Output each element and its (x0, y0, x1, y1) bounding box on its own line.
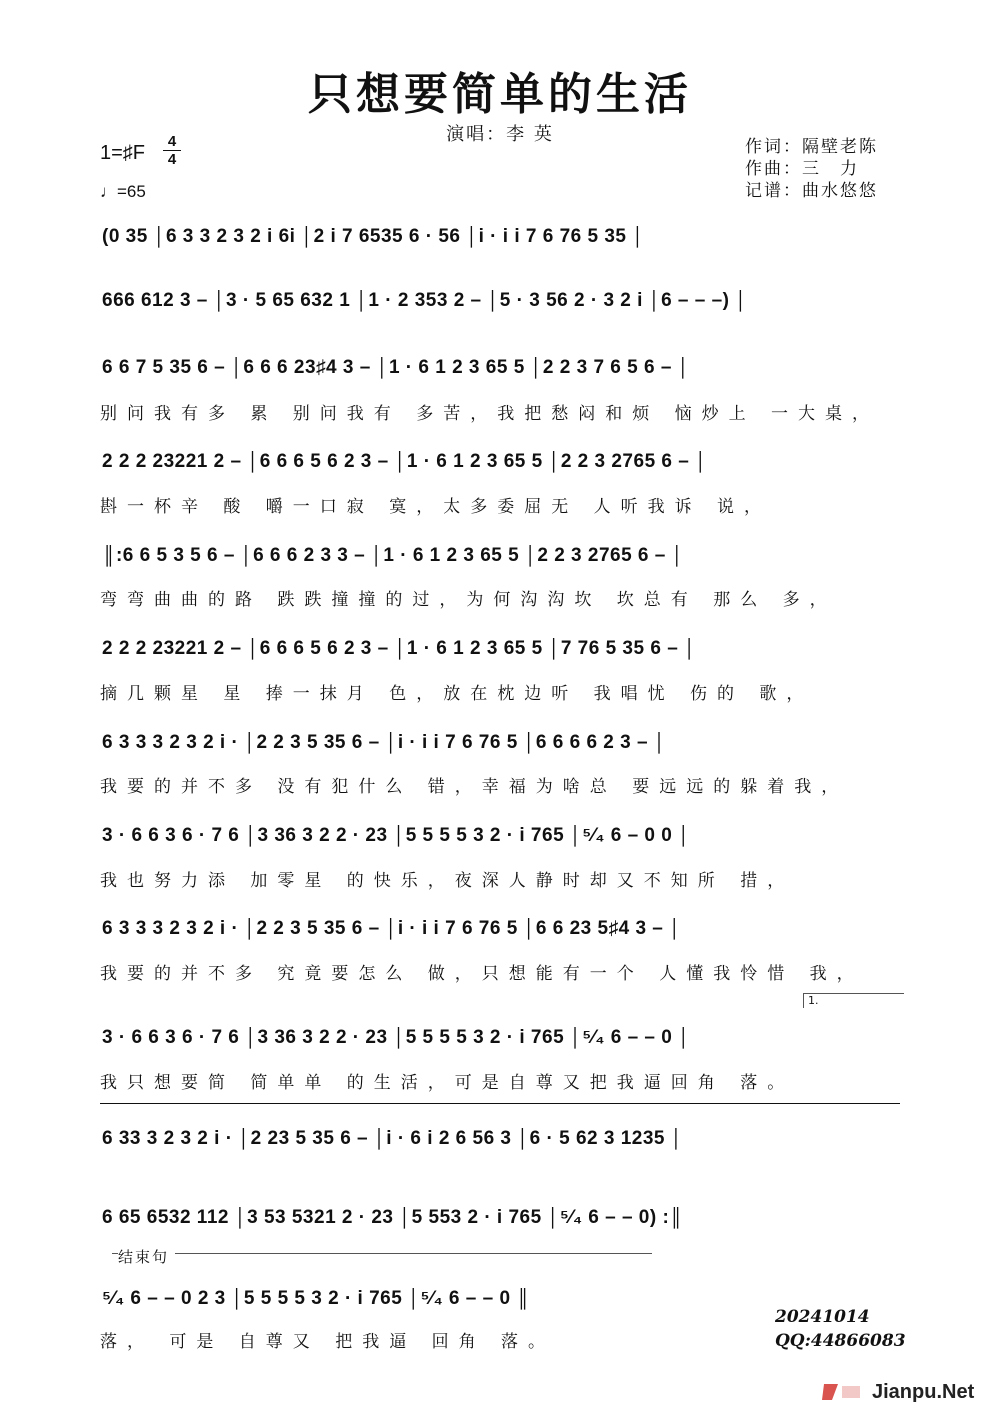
volta-bracket: 1. (803, 993, 904, 1008)
notation-text: 3 · 6 6 3 6 · 7 6 │3 36 3 2 2 · 23 │5 5 5 5 3 2 · i 765 │⁵⁄₄ 6 – 0 0 │ (102, 825, 691, 846)
notation-row (100, 1207, 900, 1229)
notation-text: ⁵⁄₄ 6 – – 0 2 3 │5 5 5 5 3 2 · i 765 │⁵⁄₄ 6 – – 0 ║ (102, 1288, 531, 1309)
lyrics-line: 斟一杯辛 酸 嚼一口寂 寞，太多委屈无 人听我诉 说， (100, 497, 772, 517)
notation-text: 3 · 6 6 3 6 · 7 6 │3 36 3 2 2 · 23 │5 5 5 5 3 2 · i 765 │⁵⁄₄ 6 – – 0 │ (102, 1027, 691, 1048)
notation-text: 6 33 3 2 3 2 i · │2 23 5 35 6 – │i · 6 i 2 6 56 3 │6 · 5 62 3 1235 │ (102, 1128, 684, 1149)
notation-text: (0 35 │6 3 3 2 3 2 i 6i │2 i 7 6535 6 · 56 │i · i i 7 6 76 5 35 │ (102, 226, 645, 247)
lyrics-line: 摘几颗星 星 捧一抹月 色，放在枕边听 我唱忧 伤的 歌， (100, 684, 814, 704)
notation-row (100, 226, 900, 248)
notation-text: 6 3 3 3 2 3 2 i · │2 2 3 5 35 6 – │i · i i 7 6 76 5 │6 6 23 5♯4 3 – │ (102, 918, 682, 939)
notation-row (100, 1128, 900, 1150)
notation-text: 666 612 3 – │3 · 5 65 632 1 │1 · 2 353 2 – │5 · 3 56 2 · 3 2 i │6 – – –) │ (102, 290, 748, 311)
lyrics-line: 我也努力添 加零星 的快乐，夜深人静时却又不知所 措， (100, 871, 795, 891)
notation-row (100, 1027, 900, 1049)
notation-row (100, 1288, 660, 1310)
tempo-mark: ♩=65 (100, 182, 146, 201)
notation-text: 2 2 2 23221 2 – │6 6 6 5 6 2 3 – │1 · 6 1 2 3 65 5 │2 2 3 2765 6 – │ (102, 451, 708, 472)
notation-text: ║:6 6 5 3 5 6 – │6 6 6 2 3 3 – │1 · 6 1 2 3 65 5 │2 2 3 2765 6 – │ (102, 545, 684, 566)
section-divider (100, 1103, 900, 1104)
time-signature (163, 134, 181, 167)
notation-text: 2 2 2 23221 2 – │6 6 6 5 6 2 3 – │1 · 6 1 2 3 65 5 │7 76 5 35 6 – │ (102, 638, 697, 659)
key-signature: 1=♯F (100, 142, 146, 164)
date-text: 20241014 (775, 1307, 870, 1327)
notation-text: 6 6 7 5 35 6 – │6 6 6 23♯4 3 – │1 · 6 1 2 3 65 5 │2 2 3 7 6 5 6 – │ (102, 357, 691, 378)
notation-text: 6 65 6532 112 │3 53 5321 2 · 23 │5 553 2 · i 765 │⁵⁄₄ 6 – – 0) :║ (102, 1207, 684, 1228)
lyrics-line: 落， 可是 自尊又 把我逼 回角 落。 (100, 1332, 556, 1352)
credits (745, 136, 878, 202)
notation-row (100, 732, 900, 754)
lyrics-line: 别问我有多 累 别问我有 多苦，我把愁闷和烦 恼炒上 一大桌， (100, 404, 880, 424)
transcriber-credit: 记谱：曲水悠悠 (745, 181, 878, 201)
notation-row (100, 290, 900, 312)
song-title: 只想要简单的生活 (308, 69, 692, 120)
qq-text: QQ:44866083 (775, 1331, 906, 1351)
notation-row (100, 545, 900, 567)
notation-row (100, 357, 900, 379)
site-watermark: Jianpu.Net (872, 1381, 975, 1403)
time-signature-top: 4 (167, 133, 177, 150)
notation-row (100, 638, 900, 660)
lyrics-line: 我要的并不多 究竟要怎么 做，只想能有一个 人懂我怜惜 我， (100, 964, 864, 984)
notation-row (100, 918, 900, 940)
lyrics-line: 我只想要简 简单单 的生活，可是自尊又把我逼回角 落。 (100, 1073, 795, 1093)
site-logo-icon (820, 1378, 864, 1406)
composer-credit: 作曲：三 力 (745, 159, 859, 179)
singer-line: 演唱：李 英 (446, 124, 554, 145)
notation-row (100, 825, 900, 847)
time-signature-bottom: 4 (167, 151, 177, 168)
ending-label: 结束句 (118, 1246, 175, 1267)
lyricist-credit: 作词：隔壁老陈 (745, 137, 878, 157)
lyrics-line: 弯弯曲曲的路 跌跌撞撞的过，为何沟沟坎 坎总有 那么 多， (100, 590, 837, 610)
lyrics-line: 我要的并不多 没有犯什么 错，幸福为啥总 要远远的躲着我， (100, 777, 849, 797)
date-signature (775, 1305, 906, 1353)
notation-text: 6 3 3 3 2 3 2 i · │2 2 3 5 35 6 – │i · i i 7 6 76 5 │6 6 6 6 2 3 – │ (102, 732, 667, 753)
notation-row (100, 451, 900, 473)
ending-line (112, 1253, 652, 1254)
